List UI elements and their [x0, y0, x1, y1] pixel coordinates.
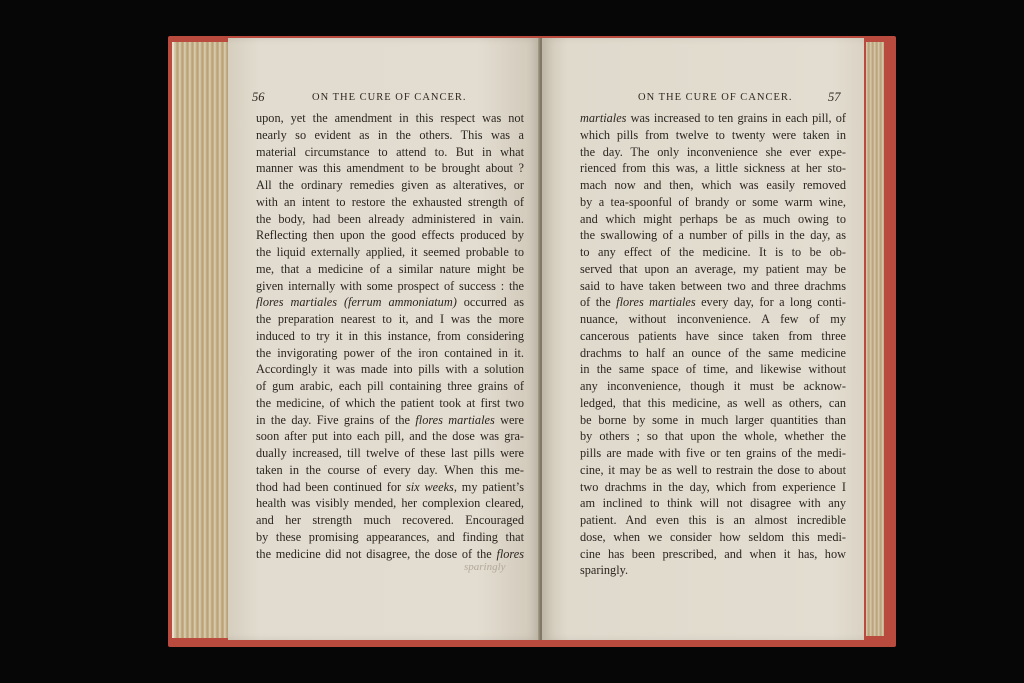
- text-line: [580, 428, 846, 445]
- text-span: the preparation nearest to it, and I was the more: [256, 312, 524, 326]
- text-span: me, that a medicine of a similar nature might be: [256, 261, 524, 276]
- text-span: cine has been prescribed, and when it has, how: [580, 546, 846, 561]
- text-span: the liquid externally applied, it seemed probable to: [256, 245, 524, 259]
- text-line: [256, 227, 524, 244]
- text-line: [256, 177, 524, 194]
- text-line: [580, 361, 846, 378]
- right-page-number: 57: [828, 90, 841, 104]
- text-span: of gum arabic, each pill containing three grains of: [256, 379, 524, 393]
- text-line: [580, 294, 846, 311]
- text-line: [580, 562, 846, 579]
- text-line: [580, 177, 846, 194]
- text-line: [256, 546, 524, 563]
- text-line: [256, 127, 524, 144]
- text-span: upon, yet the amendment in this respect was not: [256, 111, 524, 125]
- text-span: the swallowing of a number of pills in the day, as: [580, 228, 846, 243]
- text-span: cancerous patients have since taken from three: [580, 328, 846, 343]
- right-page: [542, 38, 864, 640]
- text-span: thod had been continued for: [256, 479, 406, 494]
- text-span: induced to try it in this instance, from considering: [256, 328, 524, 343]
- text-line: [580, 529, 846, 546]
- text-line: [580, 278, 846, 295]
- text-line: [580, 479, 846, 496]
- left-page: [228, 38, 540, 640]
- text-span: nearly so evident as in the others. This was a: [256, 127, 524, 142]
- italic-span: six weeks,: [405, 479, 457, 494]
- text-line: [256, 428, 524, 445]
- text-line: [580, 445, 846, 462]
- text-span: Accordingly it was made into pills with a solution: [256, 362, 524, 377]
- text-span: which pills from twelve to twenty were taken in: [580, 127, 846, 142]
- italic-span: flores martiales (ferrum ammoniatum): [256, 295, 457, 310]
- text-span: be borne by some in much larger quantities than: [580, 412, 846, 427]
- text-span: in the day. Five grains of the: [256, 412, 416, 427]
- italic-span: flores martiales: [616, 295, 696, 310]
- text-span: were: [494, 412, 524, 427]
- text-span: All the ordinary remedies given as alteratives, or: [256, 178, 524, 192]
- text-line: [256, 328, 524, 345]
- text-line: [256, 311, 524, 328]
- text-line: [580, 261, 846, 278]
- text-span: drachms to half an ounce of the same medicine: [580, 345, 846, 360]
- text-line: [580, 127, 846, 144]
- text-span: two drachms in the day, which from experience I: [580, 479, 846, 494]
- text-span: with an intent to restore the exhausted strength of: [256, 194, 524, 209]
- left-page-text: [256, 110, 524, 562]
- text-span: occurred as: [456, 295, 524, 310]
- text-span: of the: [580, 295, 617, 310]
- text-span: in the same space of time, and likewise without: [580, 362, 846, 377]
- text-line: [256, 194, 524, 211]
- left-running-head: ON THE CURE OF CANCER.: [312, 92, 467, 103]
- text-line: [256, 495, 524, 512]
- text-span: and her strength much recovered. Encouraged: [256, 513, 524, 527]
- italic-span: flores martiales: [415, 412, 495, 427]
- italic-span: flores: [496, 546, 524, 561]
- text-line: [256, 529, 524, 546]
- text-span: pills are made with five or ten grains of the medi-: [580, 446, 846, 460]
- text-span: my patient’s: [456, 479, 524, 494]
- text-line: [256, 412, 524, 429]
- text-span: am inclined to think will not disagree with any: [580, 496, 846, 511]
- text-span: any inconvenience, though it must be acknow-: [580, 379, 846, 393]
- text-line: [256, 278, 524, 295]
- right-page-text: [580, 110, 846, 579]
- text-line: [256, 361, 524, 378]
- text-span: mach now and then, which was easily removed: [580, 178, 846, 192]
- text-line: [580, 311, 846, 328]
- text-span: the day. The only inconvenience she ever expe-: [580, 144, 846, 159]
- text-line: [580, 462, 846, 479]
- text-line: [580, 378, 846, 395]
- text-span: soon after put into each pill, and the dose was gra-: [256, 429, 524, 444]
- text-span: manner was this amendment to be brought about ?: [256, 161, 524, 176]
- left-page-number: 56: [252, 90, 265, 104]
- text-span: nuance, without inconvenience. A few of my: [580, 312, 846, 326]
- text-line: [256, 294, 524, 311]
- text-line: [256, 479, 524, 496]
- text-line: [256, 462, 524, 479]
- text-span: by these promising appearances, and finding that: [256, 529, 524, 544]
- text-span: ledged, that this medicine, as well as others, can: [580, 395, 846, 410]
- text-line: [580, 227, 846, 244]
- text-span: by a tea-spoonful of brandy or some warm wine,: [580, 194, 846, 209]
- text-line: [256, 160, 524, 177]
- text-line: [256, 110, 524, 127]
- text-line: [580, 328, 846, 345]
- left-catchword: sparingly: [464, 561, 506, 573]
- text-span: taken in the course of every day. When this me-: [256, 462, 524, 477]
- text-span: the invigorating power of the iron contained in it.: [256, 345, 524, 360]
- text-line: [580, 512, 846, 529]
- text-line: [256, 378, 524, 395]
- text-line: [580, 244, 846, 261]
- text-span: sparingly.: [580, 563, 629, 578]
- text-line: [256, 244, 524, 261]
- text-line: [256, 345, 524, 362]
- text-line: [580, 110, 846, 127]
- text-line: [580, 546, 846, 563]
- text-line: [580, 495, 846, 512]
- text-line: [256, 144, 524, 161]
- text-span: to any effect of the medicine. It is to be ob-: [580, 245, 846, 259]
- text-span: rienced from this was, a little sickness at her sto-: [580, 161, 846, 176]
- text-span: Reflecting then upon the good effects produced by: [256, 228, 524, 243]
- text-span: material circumstance to attend to. But in what: [256, 144, 524, 159]
- text-line: [580, 395, 846, 412]
- open-book: [172, 36, 890, 642]
- text-line: [256, 211, 524, 228]
- text-span: dually increased, till twelve of these last pills were: [256, 446, 524, 460]
- text-line: [256, 445, 524, 462]
- text-span: the medicine did not disagree, the dose of the: [256, 546, 497, 561]
- text-span: said to have taken between two and three drachms: [580, 278, 846, 293]
- text-span: was increased to ten grains in each pill, of: [626, 111, 846, 125]
- right-running-head: ON THE CURE OF CANCER.: [638, 92, 793, 103]
- text-line: [580, 412, 846, 429]
- text-line: [580, 345, 846, 362]
- text-span: health was visibly mended, her complexion cleared,: [256, 496, 524, 511]
- text-line: [580, 211, 846, 228]
- text-span: served that upon an average, my patient may be: [580, 261, 846, 276]
- text-span: dose, when we consider how seldom this medi-: [580, 529, 846, 544]
- text-line: [580, 144, 846, 161]
- text-span: cine, it may be as well to restrain the dose to about: [580, 462, 846, 477]
- italic-span: martiales: [580, 111, 627, 125]
- page-edges-right: [866, 42, 884, 636]
- text-span: given internally with some prospect of success : the: [256, 278, 524, 293]
- text-line: [580, 194, 846, 211]
- text-span: patient. And even this is an almost incredible: [580, 513, 846, 527]
- text-line: [256, 512, 524, 529]
- text-span: the body, had been already administered in vain.: [256, 211, 524, 226]
- page-edges-left: [172, 42, 234, 638]
- text-span: by others ; so that upon the whole, whether the: [580, 429, 846, 444]
- text-span: and which might perhaps be as much owing to: [580, 211, 846, 226]
- text-line: [256, 261, 524, 278]
- text-line: [580, 160, 846, 177]
- text-span: every day, for a long conti-: [695, 295, 847, 310]
- text-line: [256, 395, 524, 412]
- text-span: the medicine, of which the patient took at first two: [256, 395, 524, 410]
